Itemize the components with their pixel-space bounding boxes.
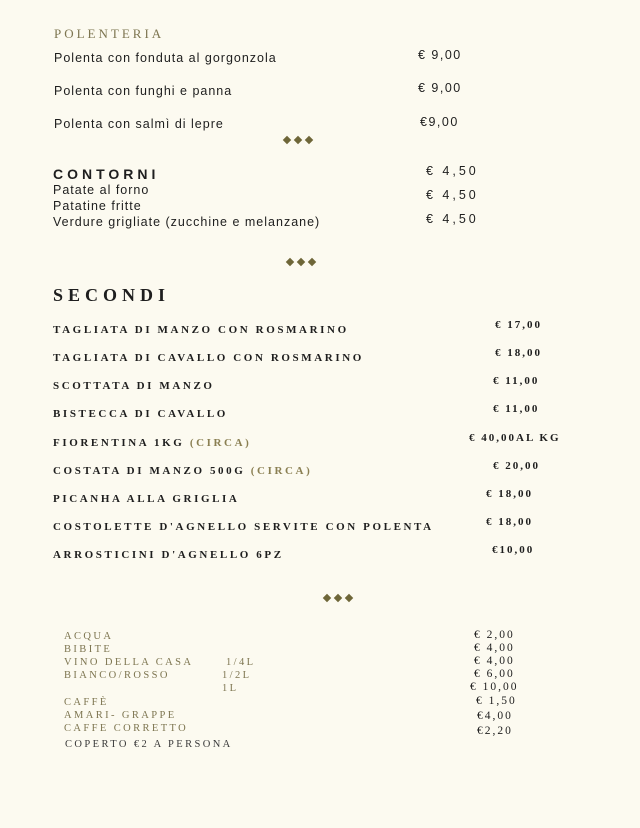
drink-size: 1/4L: [226, 657, 256, 668]
contorni-item-price: € 4,50: [426, 212, 479, 226]
coperto-note: COPERTO €2 A PERSONA: [65, 739, 233, 750]
secondi-item-name: TAGLIATA DI MANZO CON ROSMARINO: [53, 324, 349, 336]
drink-size: 1L: [222, 683, 239, 694]
secondi-item-row: [53, 437, 251, 449]
polenteria-item-name: Polenta con funghi e panna: [54, 84, 233, 98]
drink-price: € 10,00: [470, 681, 519, 693]
diamond-icon: [334, 594, 342, 602]
secondi-item-name: COSTOLETTE D'AGNELLO SERVITE CON POLENTA: [53, 521, 434, 533]
contorni-item-name: Verdure grigliate (zucchine e melanzane): [53, 215, 321, 229]
drink-price: €4,00: [477, 710, 513, 722]
secondi-item-name: PICANHA ALLA GRIGLIA: [53, 493, 240, 505]
contorni-item-price: € 4,50: [426, 164, 479, 178]
drink-price: € 4,00: [474, 642, 515, 654]
polenteria-item-name: Polenta con salmì di lepre: [54, 117, 224, 131]
drink-name: BIANCO/ROSSO: [64, 670, 170, 681]
secondi-item-price: € 40,00AL KG: [469, 432, 561, 444]
secondi-item-price: € 18,00: [486, 516, 533, 528]
secondi-item-price: €10,00: [492, 544, 535, 556]
contorni-title: CONTORNI: [53, 166, 160, 182]
secondi-title: SECONDI: [53, 285, 171, 305]
drink-price: € 2,00: [474, 629, 515, 641]
ornament-divider: [284, 137, 312, 143]
diamond-icon: [283, 136, 291, 144]
secondi-item-price: € 11,00: [493, 375, 540, 387]
drink-name: CAFFE CORRETTO: [64, 723, 189, 734]
drink-name: BIBITE: [64, 644, 113, 655]
drink-name: CAFFÈ: [64, 697, 109, 708]
secondi-item-name: BISTECCA DI CAVALLO: [53, 408, 228, 420]
ornament-divider: [324, 595, 352, 601]
contorni-item-name: Patate al forno: [53, 183, 150, 197]
polenteria-title: POLENTERIA: [54, 26, 165, 41]
secondi-item-price: € 18,00: [486, 488, 533, 500]
contorni-item-name: Patatine fritte: [53, 199, 142, 213]
secondi-item-name: ARROSTICINI D'AGNELLO 6PZ: [53, 549, 284, 561]
secondi-item-row: [53, 465, 312, 477]
drink-name: AMARI- GRAPPE: [64, 710, 177, 721]
secondi-item-price: € 20,00: [493, 460, 540, 472]
polenteria-item-name: Polenta con fonduta al gorgonzola: [54, 51, 277, 65]
secondi-item-price: € 18,00: [495, 347, 542, 359]
ornament-divider: [287, 259, 315, 265]
diamond-icon: [323, 594, 331, 602]
drink-price: € 6,00: [474, 668, 515, 680]
drink-price: €2,20: [477, 725, 513, 737]
secondi-item-name: TAGLIATA DI CAVALLO CON ROSMARINO: [53, 352, 364, 364]
polenteria-item-price: €9,00: [420, 115, 459, 129]
secondi-item-name: SCOTTATA DI MANZO: [53, 380, 215, 392]
secondi-item-note: (CIRCA): [189, 437, 252, 449]
drink-size: 1/2L: [222, 670, 252, 681]
drink-name: ACQUA: [64, 631, 114, 642]
diamond-icon: [308, 258, 316, 266]
diamond-icon: [345, 594, 353, 602]
secondi-item-note: (CIRCA): [250, 465, 313, 477]
contorni-item-price: € 4,50: [426, 188, 479, 202]
secondi-item-price: € 17,00: [495, 319, 542, 331]
drink-price: € 1,50: [476, 695, 517, 707]
secondi-item-price: € 11,00: [493, 403, 540, 415]
drink-name: VINO DELLA CASA: [64, 657, 194, 668]
secondi-item-name: COSTATA DI MANZO 500G: [53, 465, 246, 477]
diamond-icon: [297, 258, 305, 266]
polenteria-item-price: € 9,00: [418, 48, 462, 62]
diamond-icon: [305, 136, 313, 144]
diamond-icon: [286, 258, 294, 266]
drink-price: € 4,00: [474, 655, 515, 667]
polenteria-item-price: € 9,00: [418, 81, 462, 95]
diamond-icon: [294, 136, 302, 144]
secondi-item-name: FIORENTINA 1KG: [53, 437, 185, 449]
